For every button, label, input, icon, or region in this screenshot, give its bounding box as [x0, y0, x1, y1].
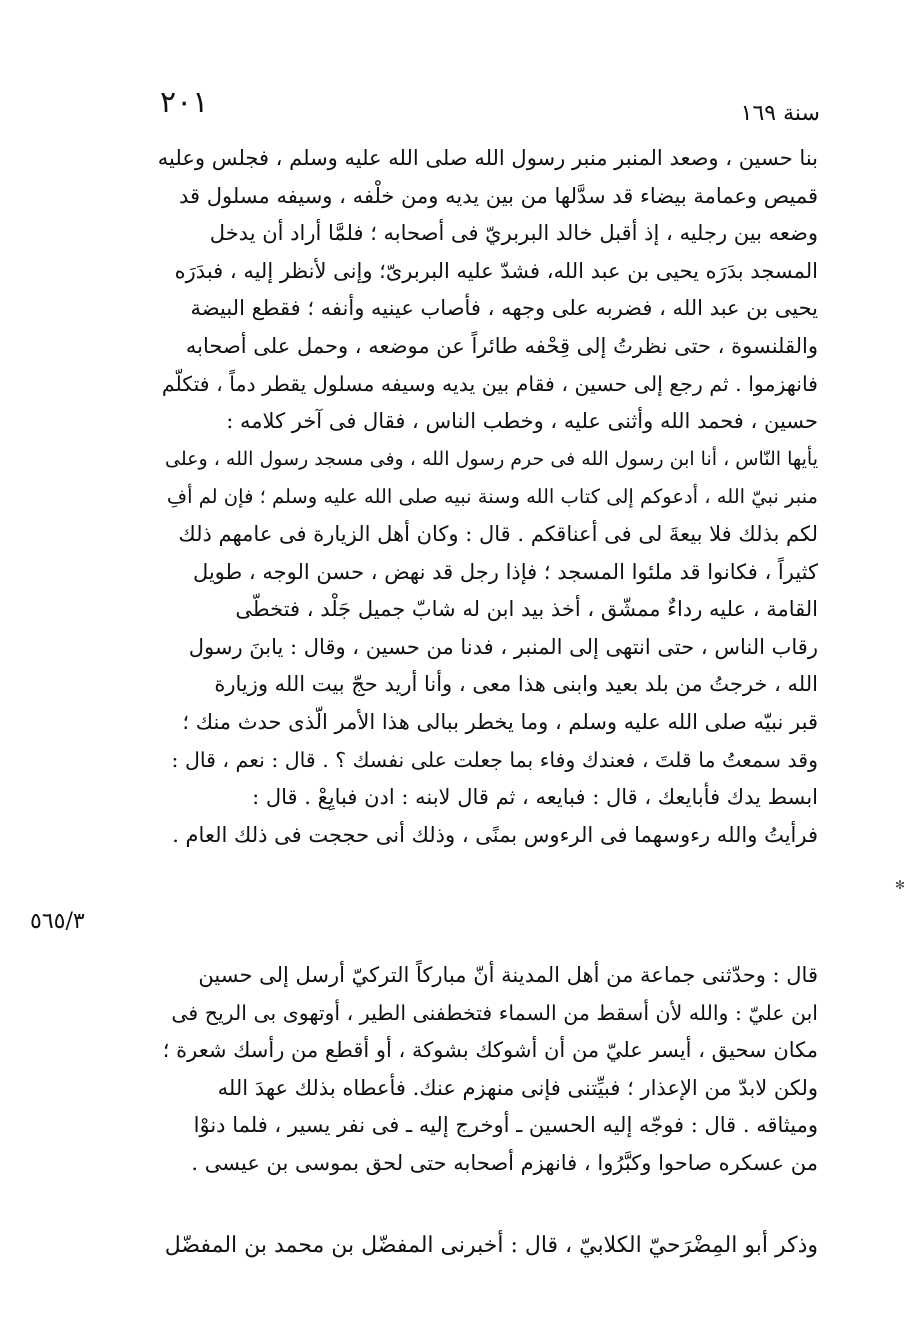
text-line: كثيراً ، فكانوا قد ملئوا المسجد ؛ فإذا رجل قد نهض ، حسن الوجه ، طويل	[192, 559, 818, 584]
text-line: ابن عليّ : والله لأن أسقط من السماء فتخطفنى الطير ، أوتهوى بى الريح فى	[171, 1000, 818, 1025]
text-line: مكان سحيق ، أيسر عليّ من أن أشوكك بشوكة ، أو أقطع من رأسك شعرة ؛	[162, 1038, 818, 1063]
text-line: يأيها النّاس ، أنا ابن رسول الله فى حرم رسول الله ، وفى مسجد رسول الله ، وعلى	[165, 447, 818, 470]
text-line: وميثاقه . قال : فوجّه إليه الحسين ـ أوخرج إليه ـ فى نفر يسير ، فلما دنوْا	[193, 1113, 818, 1138]
text-line: وذكر أبو المِضْرَحيّ الكلابيّ ، قال : أخبرنى المفضّل بن محمد بن المفضّل	[164, 1233, 818, 1258]
text-line: قميص وعمامة بيضاء قد سدَّلها من بين يديه ومن خلْفه ، وسيفه مسلول قد	[179, 183, 818, 208]
text-line: منبر نبيّ الله ، أدعوكم إلى كتاب الله وسنة نبيه صلى الله عليه وسلم ؛ فإن لم أفِ	[166, 485, 818, 509]
margin-reference-note: ٥٦٥/٣	[30, 909, 85, 934]
paragraph-2	[158, 957, 818, 1183]
text-line: وقد سمعتُ ما قلتَ ، فعندك وفاء بما جعلت على نفسك ؟ . قال : نعم ، قال :	[171, 747, 818, 772]
text-line: يحيى بن عبد الله ، فضربه على وجهه ، فأصاب عينيه وأنفه ؛ فقطع البيضة	[190, 296, 818, 321]
text-line: من عسكره صاحوا وكبَّرُوا ، فانهزم أصحابه حتى لحق بموسى بن عيسى .	[191, 1150, 818, 1175]
paragraph-1	[158, 140, 818, 854]
page-number: ٢٠١	[160, 85, 209, 120]
text-line: ولكن لابدّ من الإعذار ؛ فبيِّتنى فإنى منهزم عنك. فأعطاه بذلك عهدَ الله	[217, 1075, 818, 1100]
text-line: القامة ، عليه رداءٌ ممشّق ، أخذ بيد ابن له شابّ جميل جَلْد ، فتخطّى	[235, 597, 818, 622]
text-line: لكم بذلك فلا بيعةَ لى فى أعناقكم . قال : وكان أهل الزيارة فى عامهم ذلك	[178, 521, 818, 546]
running-header-year: سنة ١٦٩	[740, 101, 820, 126]
scan-speck: ✻	[895, 878, 906, 892]
text-line: رقاب الناس ، حتى انتهى إلى المنبر ، فدنا من حسين ، وقال : يابنَ رسول	[188, 634, 818, 659]
text-line: حسين ، فحمد الله وأثنى عليه ، وخطب الناس ، فقال فى آخر كلامه :	[226, 409, 818, 434]
text-line: قال : وحدّثنى جماعة من أهل المدينة أنّ مباركاً التركيّ أرسل إلى حسين	[198, 963, 818, 987]
text-line: فانهزموا . ثم رجع إلى حسين ، فقام بين يديه وسيفه مسلول يقطر دماً ، فتكلّم	[161, 371, 818, 396]
text-line: ابسط يدك فأبايعك ، قال : فبايعه ، ثم قال لابنه : ادن فبايِعْ . قال :	[252, 785, 818, 810]
text-line: فرأيتُ والله رءوسهما فى الرءوس بمنًى ، وذلك أنى حججت فى ذلك العام .	[172, 822, 818, 847]
text-line: بنا حسين ، وصعد المنبر منبر رسول الله صلى الله عليه وسلم ، فجلس وعليه	[157, 146, 818, 170]
paragraph-3	[158, 1226, 818, 1266]
text-line: قبر نبيّه صلى الله عليه وسلم ، وما يخطر ببالى هذا الأمر الّذى حدث منك ؛	[182, 709, 818, 734]
text-line: والقلنسوة ، حتى نظرتُ إلى قِحْفه طائراً عن موضعه ، وحمل على أصحابه	[185, 333, 818, 358]
text-line: المسجد بدَرَه يحيى بن عبد الله، فشدّ عليه البربرىّ؛ وإنى لأنظر إليه ، فبدَرَه	[174, 258, 818, 283]
text-line: وضعه بين رجليه ، إذ أقبل خالد البربريّ فى أصحابه ؛ فلمَّا أراد أن يدخل	[209, 221, 818, 246]
text-line: الله ، خرجتُ من بلد بعيد وابنى هذا معى ، وأنا أريد حجّ بيت الله وزيارة	[214, 672, 818, 697]
